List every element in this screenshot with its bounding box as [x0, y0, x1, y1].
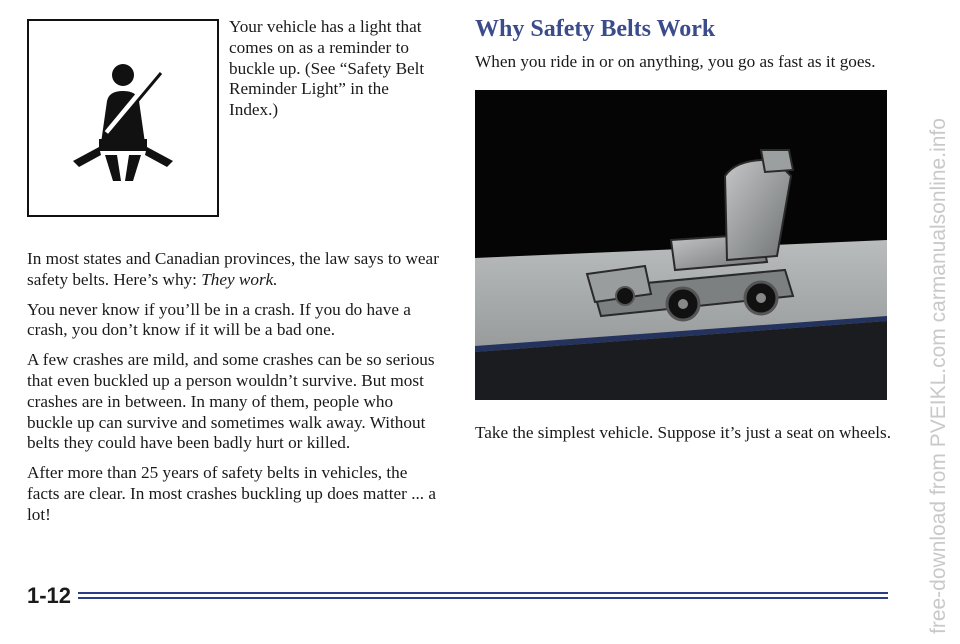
- section-title: Why Safety Belts Work: [475, 16, 716, 42]
- body-text-left-column: [27, 249, 443, 535]
- page-number: 1-12: [27, 583, 72, 608]
- paragraph-facts: After more than 25 years of safety belts in vehicles, the facts are clear. In most crashes buckling up does matter ... a lot!: [27, 463, 437, 524]
- paragraph-law-text: In most states and Canadian provinces, the law says to wear safety belts. Here’s why:: [27, 249, 439, 289]
- seatbelt-icon-box: [27, 19, 219, 217]
- watermark: free-download from PVEIKL.com carmanualsonline.info: [927, 118, 950, 634]
- figure-caption: Take the simplest vehicle. Suppose it’s just a seat on wheels.: [475, 423, 891, 442]
- seatbelt-reminder-icon: [29, 21, 217, 215]
- section-intro: When you ride in or on anything, you go as fast as it goes.: [475, 52, 876, 71]
- footer-rule: [78, 592, 888, 599]
- paragraph-law-emphasis: They work.: [201, 269, 278, 289]
- seat-on-wheels-photo: [475, 90, 887, 400]
- footer-rule-line-top: [78, 592, 888, 594]
- seat-on-wheels-illustration: [475, 90, 887, 400]
- paragraph-crash-types: A few crashes are mild, and some crashes can be so serious that even buckled up a person wouldn’t survive. But most crashes are in between. In many of them, people who buckle up can survive and sometimes walk away. Without belts they could have been badly hurt or killed.: [27, 350, 435, 453]
- paragraph-law: [27, 249, 443, 291]
- reminder-text: Your vehicle has a light that comes on as a reminder to buckle up. (See “Safety Belt Reminder Light” in the Index.): [229, 17, 425, 120]
- footer-rule-line-bottom: [78, 597, 888, 599]
- paragraph-crash: You never know if you’ll be in a crash. If you do have a crash, you don’t know if it will be a bad one.: [27, 299, 411, 340]
